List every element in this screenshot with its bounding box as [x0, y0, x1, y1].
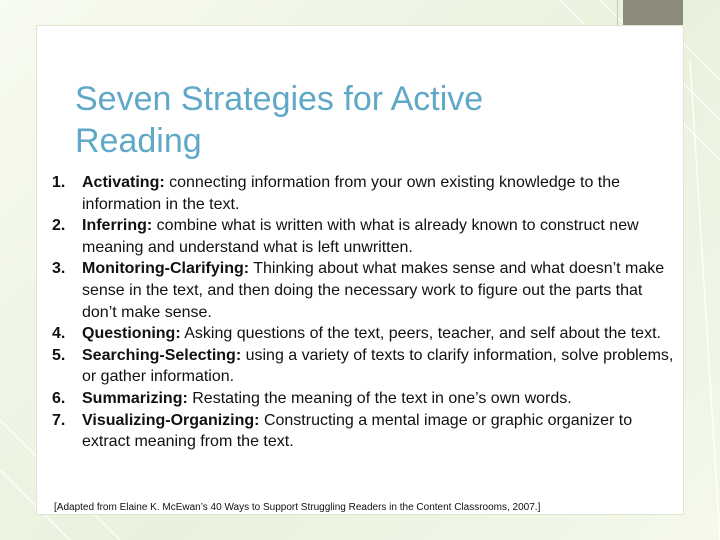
item-term: Activating: [82, 174, 165, 191]
list-item [52, 215, 680, 258]
item-number: 5. [52, 346, 66, 364]
strategy-list [52, 172, 680, 453]
slide-title: Seven Strategies for Active Reading [75, 80, 484, 160]
list-item [52, 388, 680, 410]
source-citation: [Adapted from Elaine K. McEwan’s 40 Ways to Support Struggling Readers in the Content Classrooms, 2007.] [54, 502, 541, 513]
item-number: 6. [52, 389, 66, 407]
item-description: Asking questions of the text, peers, teacher, and self about the text. [180, 325, 661, 343]
item-number: 4. [52, 325, 66, 343]
item-description: Constructing a mental image or graphic organizer to extract meaning from the text. [82, 411, 633, 451]
item-term: Monitoring-Clarifying: [82, 260, 250, 278]
item-term: Inferring: [82, 217, 153, 235]
item-description: combine what is written with what is already known to construct new meaning and understand what is left unwritten. [82, 217, 639, 256]
item-number: 1. [52, 174, 66, 191]
item-term: Questioning: [82, 325, 181, 343]
item-number: 2. [52, 217, 66, 235]
item-term: Searching-Selecting: [82, 346, 242, 364]
list-item [52, 345, 680, 388]
item-term: Summarizing: [82, 389, 188, 407]
item-description: using a variety of texts to clarify information, solve problems, or gather information. [82, 346, 674, 386]
item-description: Restating the meaning of the text in one’s own words. [187, 389, 572, 407]
list-item [52, 323, 680, 345]
item-description: connecting information from your own existing knowledge to the information in the text. [82, 174, 621, 213]
list-item [52, 172, 680, 215]
item-description: Thinking about what makes sense and what doesn’t make sense in the text, and then doing the necessary work to figure out the parts that don’t make sense. [82, 260, 665, 321]
list-item [52, 258, 680, 323]
item-term: Visualizing-Organizing: [82, 411, 260, 429]
item-number: 3. [52, 260, 66, 278]
item-number: 7. [52, 411, 66, 429]
list-item [52, 410, 680, 453]
